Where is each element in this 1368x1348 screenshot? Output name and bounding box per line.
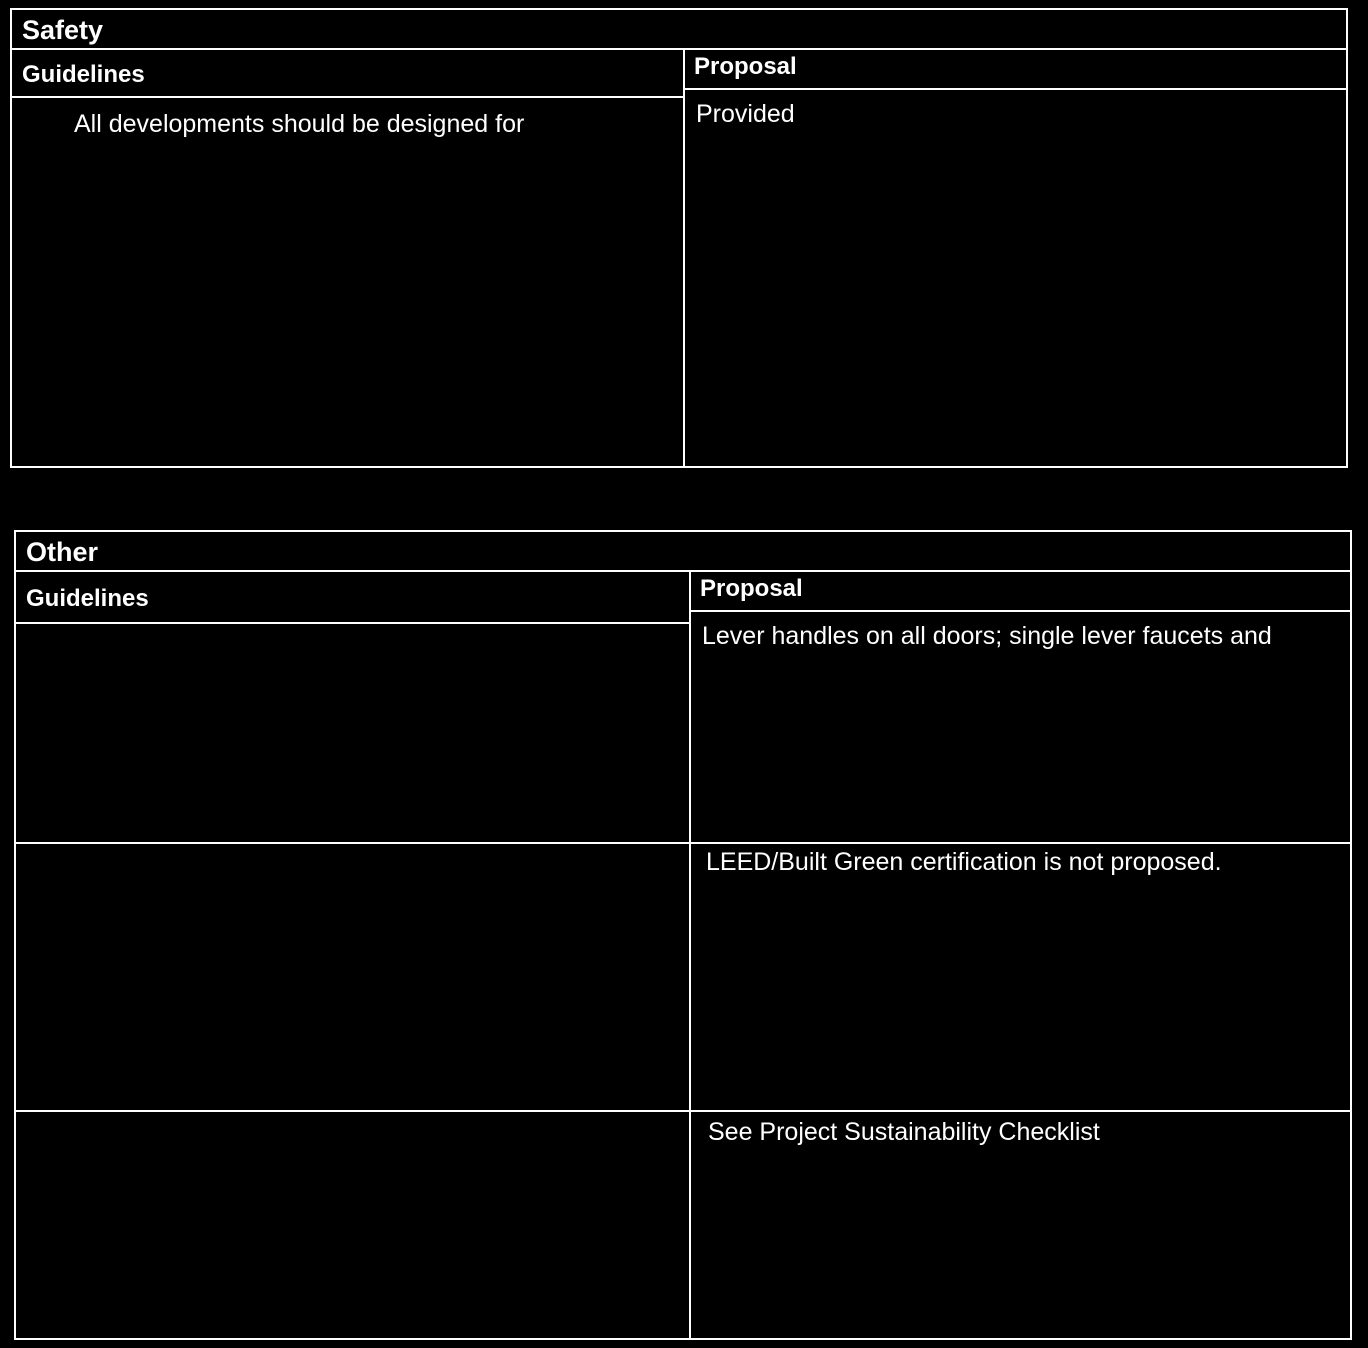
safety-column-divider xyxy=(683,50,685,466)
other-proposal-header: Proposal xyxy=(690,572,1350,612)
other-row-divider-2 xyxy=(16,1110,1350,1112)
safety-proposal-cell: Provided xyxy=(696,100,795,128)
other-column-divider xyxy=(689,572,691,1338)
safety-guideline-cell: All developments should be designed for xyxy=(74,110,525,138)
safety-guidelines-header: Guidelines xyxy=(12,58,684,98)
other-guidelines-header: Guidelines xyxy=(16,582,690,624)
other-section-title: Other xyxy=(16,532,1350,572)
other-table xyxy=(14,530,1352,1340)
safety-section-title: Safety xyxy=(12,10,1346,50)
other-proposal-cell-2: LEED/Built Green certification is not proposed. xyxy=(706,848,1222,876)
other-proposal-cell-1: Lever handles on all doors; single lever faucets and xyxy=(702,622,1272,650)
safety-table xyxy=(10,8,1348,468)
other-row-divider-1 xyxy=(16,842,1350,844)
safety-proposal-header: Proposal xyxy=(684,50,1346,90)
other-proposal-cell-3: See Project Sustainability Checklist xyxy=(708,1118,1100,1146)
